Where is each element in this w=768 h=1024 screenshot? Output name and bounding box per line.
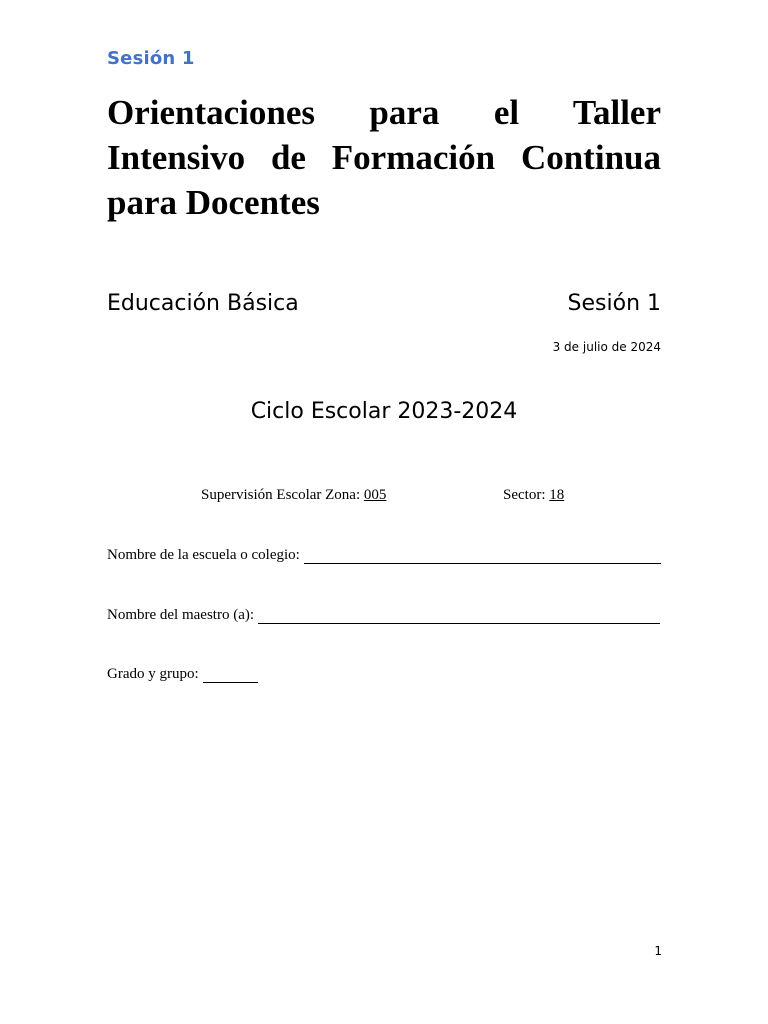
zone-label: Supervisión Escolar Zona: xyxy=(201,487,361,503)
school-name-field xyxy=(107,547,661,564)
school-name-label: Nombre de la escuela o colegio: xyxy=(107,547,300,563)
sector xyxy=(503,487,564,504)
page-number: 1 xyxy=(654,944,662,958)
session-date: 3 de julio de 2024 xyxy=(552,340,661,354)
session-label: Sesión 1 xyxy=(107,48,195,69)
sector-value: 18 xyxy=(549,487,565,503)
education-level: Educación Básica xyxy=(107,291,299,316)
grade-group-label: Grado y grupo: xyxy=(107,666,199,682)
subtitle-row xyxy=(107,291,661,316)
zone-value: 005 xyxy=(363,487,387,503)
document-title: Orientaciones para el Taller Intensivo de Formación Continua para Docentes xyxy=(107,93,661,222)
teacher-name-blank[interactable] xyxy=(258,609,660,624)
sector-label: Sector: xyxy=(503,487,546,503)
supervision-zone xyxy=(201,487,386,504)
grade-group-field xyxy=(107,666,258,683)
grade-group-blank[interactable] xyxy=(203,668,258,683)
session-number: Sesión 1 xyxy=(567,291,661,316)
teacher-name-label: Nombre del maestro (a): xyxy=(107,607,255,623)
teacher-name-field xyxy=(107,607,660,624)
school-name-blank[interactable] xyxy=(304,549,661,564)
school-cycle: Ciclo Escolar 2023-2024 xyxy=(250,399,518,424)
